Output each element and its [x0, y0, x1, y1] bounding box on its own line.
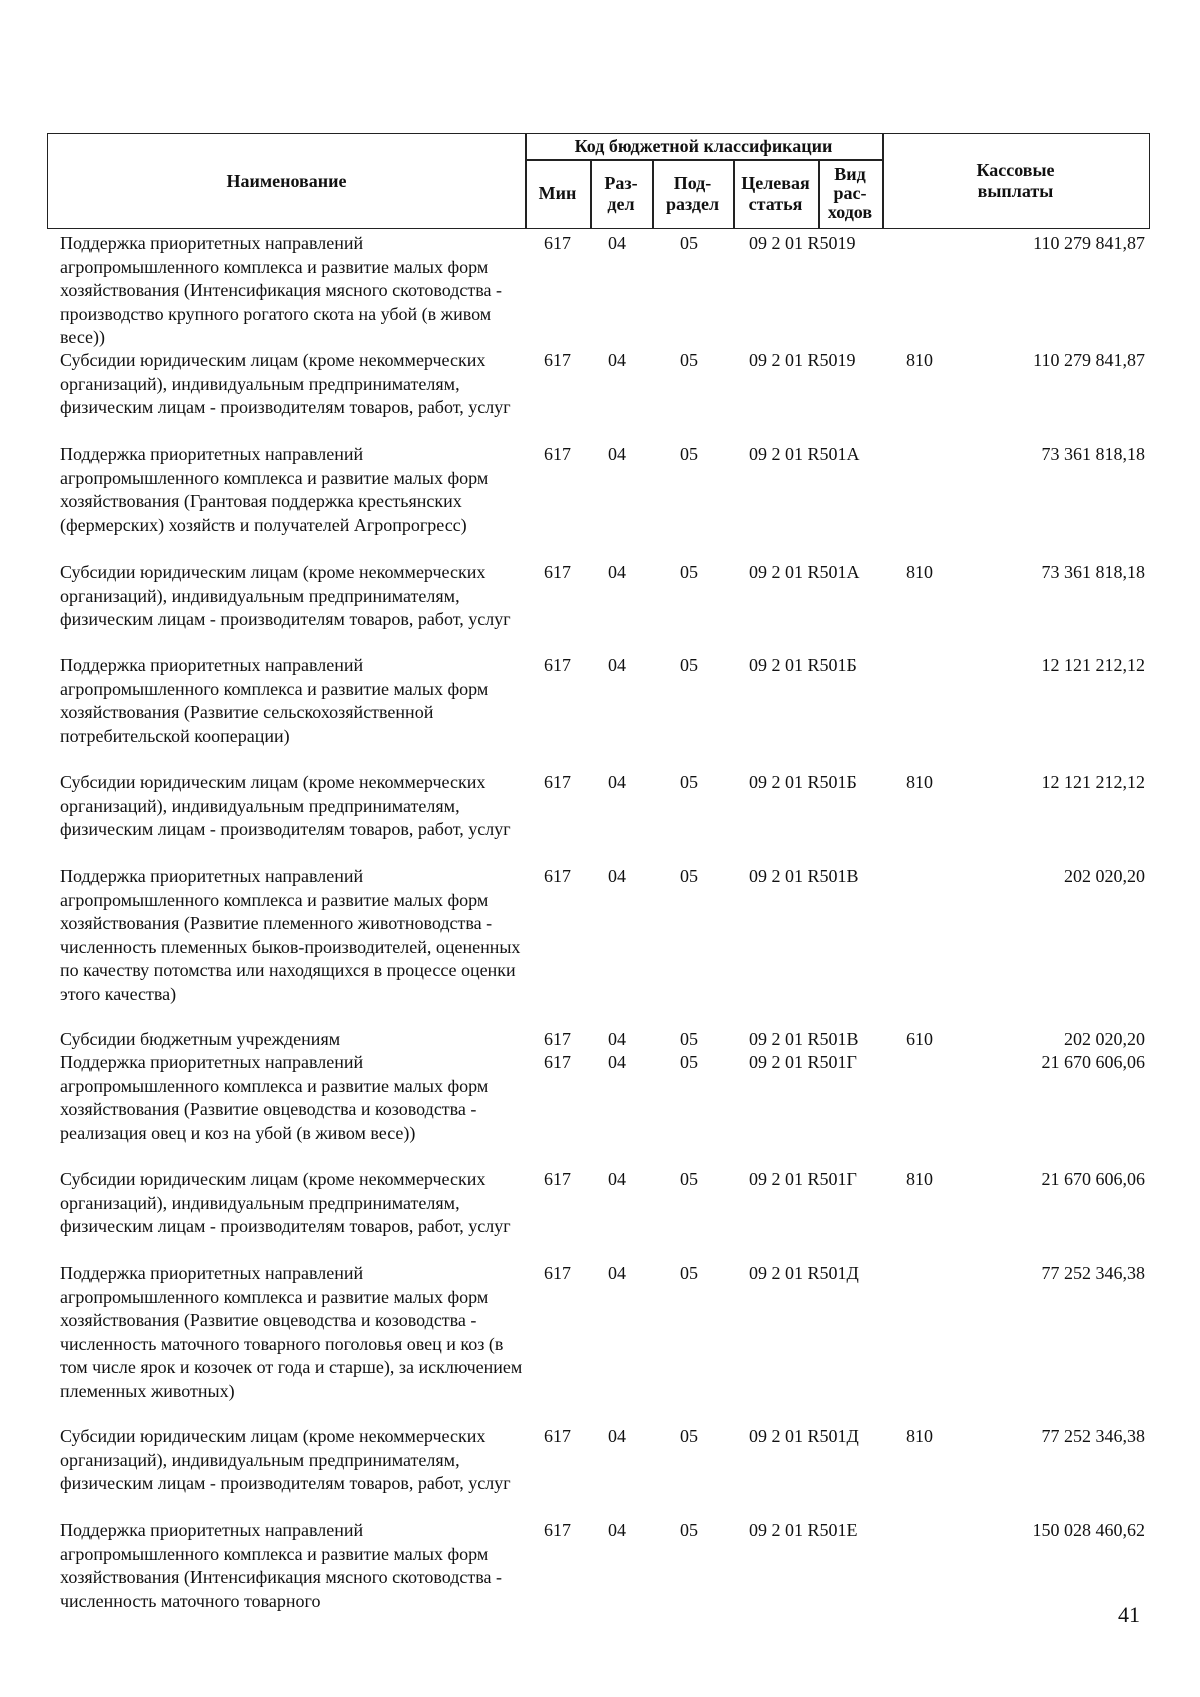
- row-razdel: 04: [608, 233, 626, 253]
- row-razdel: 04: [608, 1520, 626, 1540]
- row-min: 617: [544, 444, 571, 464]
- row-name: Субсидии юридическим лицам (кроме некоммерческих организаций), индивидуальным предпринимателям, физическим лицам - производителям товаров, работ, услуг: [60, 1426, 511, 1493]
- row-razdel: 04: [608, 772, 626, 792]
- row-target-article: 09 2 01 R501Д: [749, 1426, 859, 1446]
- row-podrazdel: 05: [680, 1263, 698, 1283]
- row-podrazdel: 05: [680, 772, 698, 792]
- row-amount: 73 361 818,18: [1041, 444, 1145, 464]
- header-target-article: Целевая статья: [741, 172, 810, 214]
- row-min: 617: [544, 1263, 571, 1283]
- row-name: Поддержка приоритетных направлений агропромышленного комплекса и развитие малых форм хозяйствования (Развитие племенного животноводства - численность племенных быков-производителей, оцененных по качеству потомства или находящихся в процессе оценки этого качества): [60, 866, 521, 1004]
- header-cash-payments: Кассовые выплаты: [976, 160, 1055, 201]
- row-target-article: 09 2 01 R501Б: [749, 772, 857, 792]
- row-amount: 202 020,20: [1064, 1029, 1145, 1049]
- row-target-article: 09 2 01 R501B: [749, 866, 859, 886]
- row-podrazdel: 05: [680, 1426, 698, 1446]
- row-target-article: 09 2 01 R5019: [749, 233, 856, 253]
- row-name: Поддержка приоритетных направлений агропромышленного комплекса и развитие малых форм хозяйствования (Развитие овцеводства и козоводства - численность маточного товарного поголовья овец и коз (в том числе ярок и козочек от года и старше), за исключением племенных животных): [60, 1263, 523, 1401]
- row-amount: 77 252 346,38: [1041, 1263, 1145, 1283]
- row-name: Субсидии юридическим лицам (кроме некоммерческих организаций), индивидуальным предпринимателям, физическим лицам - производителям товаров, работ, услуг: [60, 1169, 511, 1236]
- row-target-article: 09 2 01 R501Г: [749, 1052, 857, 1072]
- row-target-article: 09 2 01 R501B: [749, 1029, 859, 1049]
- row-razdel: 04: [608, 1426, 626, 1446]
- row-razdel: 04: [608, 1052, 626, 1072]
- row-name: Поддержка приоритетных направлений агропромышленного комплекса и развитие малых форм хозяйствования (Интенсификация мясного скотоводства - численность маточного товарного: [60, 1520, 502, 1611]
- row-name: Субсидии юридическим лицам (кроме некоммерческих организаций), индивидуальным предпринимателям, физическим лицам - производителям товаров, работ, услуг: [60, 350, 511, 417]
- row-expense-type: 810: [906, 562, 933, 582]
- row-podrazdel: 05: [680, 350, 698, 370]
- row-expense-type: 810: [906, 1426, 933, 1446]
- page-number: 41: [1118, 1602, 1140, 1627]
- row-target-article: 09 2 01 R501A: [749, 562, 860, 582]
- row-min: 617: [544, 772, 571, 792]
- row-min: 617: [544, 866, 571, 886]
- row-podrazdel: 05: [680, 1169, 698, 1189]
- row-amount: 12 121 212,12: [1041, 772, 1145, 792]
- header-razdel: Раз- дел: [604, 172, 638, 214]
- table-header: [47, 133, 1150, 229]
- row-podrazdel: 05: [680, 1052, 698, 1072]
- row-razdel: 04: [608, 655, 626, 675]
- header-min: Мин: [538, 183, 577, 203]
- row-amount: 202 020,20: [1064, 866, 1145, 886]
- row-target-article: 09 2 01 R501E: [749, 1520, 858, 1540]
- header-budget-code: Код бюджетной классификации: [574, 136, 833, 156]
- row-podrazdel: 05: [680, 1029, 698, 1049]
- row-podrazdel: 05: [680, 655, 698, 675]
- row-razdel: 04: [608, 1263, 626, 1283]
- row-expense-type: 810: [906, 350, 933, 370]
- row-expense-type: 810: [906, 772, 933, 792]
- row-amount: 12 121 212,12: [1041, 655, 1145, 675]
- row-target-article: 09 2 01 R501A: [749, 444, 860, 464]
- row-expense-type: 810: [906, 1169, 933, 1189]
- row-name: Поддержка приоритетных направлений агропромышленного комплекса и развитие малых форм хозяйствования (Развитие овцеводства и козоводства - реализация овец и коз на убой (в живом весе)): [60, 1052, 489, 1143]
- row-min: 617: [544, 1169, 571, 1189]
- row-amount: 21 670 606,06: [1041, 1169, 1145, 1189]
- row-target-article: 09 2 01 R501Б: [749, 655, 857, 675]
- row-amount: 21 670 606,06: [1041, 1052, 1145, 1072]
- row-name: Поддержка приоритетных направлений агропромышленного комплекса и развитие малых форм хозяйствования (Развитие сельскохозяйственной потребительской кооперации): [60, 655, 489, 746]
- row-amount: 73 361 818,18: [1041, 562, 1145, 582]
- row-min: 617: [544, 233, 571, 253]
- row-min: 617: [544, 1029, 571, 1049]
- row-razdel: 04: [608, 1029, 626, 1049]
- row-min: 617: [544, 562, 571, 582]
- header-name: Наименование: [226, 170, 347, 191]
- row-razdel: 04: [608, 562, 626, 582]
- row-podrazdel: 05: [680, 444, 698, 464]
- row-razdel: 04: [608, 866, 626, 886]
- header-podrazdel: Под- раздел: [665, 172, 720, 214]
- row-target-article: 09 2 01 R501Д: [749, 1263, 859, 1283]
- row-min: 617: [544, 1052, 571, 1072]
- row-amount: 77 252 346,38: [1041, 1426, 1145, 1446]
- row-podrazdel: 05: [680, 866, 698, 886]
- row-expense-type: 610: [906, 1029, 933, 1049]
- row-name: Поддержка приоритетных направлений агропромышленного комплекса и развитие малых форм хозяйствования (Грантовая поддержка крестьянских (фермерских) хозяйств и получателей Агропрогресс): [60, 444, 489, 535]
- row-razdel: 04: [608, 1169, 626, 1189]
- row-razdel: 04: [608, 350, 626, 370]
- row-podrazdel: 05: [680, 1520, 698, 1540]
- row-min: 617: [544, 350, 571, 370]
- row-name: Субсидии юридическим лицам (кроме некоммерческих организаций), индивидуальным предпринимателям, физическим лицам - производителям товаров, работ, услуг: [60, 772, 511, 839]
- row-podrazdel: 05: [680, 562, 698, 582]
- row-name: Субсидии бюджетным учреждениям: [60, 1029, 341, 1049]
- row-min: 617: [544, 655, 571, 675]
- header-expense-type: Вид рас- ходов: [827, 164, 873, 222]
- row-razdel: 04: [608, 444, 626, 464]
- row-target-article: 09 2 01 R501Г: [749, 1169, 857, 1189]
- row-name: Поддержка приоритетных направлений агропромышленного комплекса и развитие малых форм хозяйствования (Интенсификация мясного скотоводства - производство крупного рогатого скота на убой (в живом весе)): [60, 233, 502, 347]
- row-min: 617: [544, 1520, 571, 1540]
- row-amount: 110 279 841,87: [1033, 233, 1145, 253]
- row-target-article: 09 2 01 R5019: [749, 350, 856, 370]
- row-amount: 150 028 460,62: [1032, 1520, 1145, 1540]
- row-amount: 110 279 841,87: [1033, 350, 1145, 370]
- row-min: 617: [544, 1426, 571, 1446]
- row-name: Субсидии юридическим лицам (кроме некоммерческих организаций), индивидуальным предпринимателям, физическим лицам - производителям товаров, работ, услуг: [60, 562, 511, 629]
- row-podrazdel: 05: [680, 233, 698, 253]
